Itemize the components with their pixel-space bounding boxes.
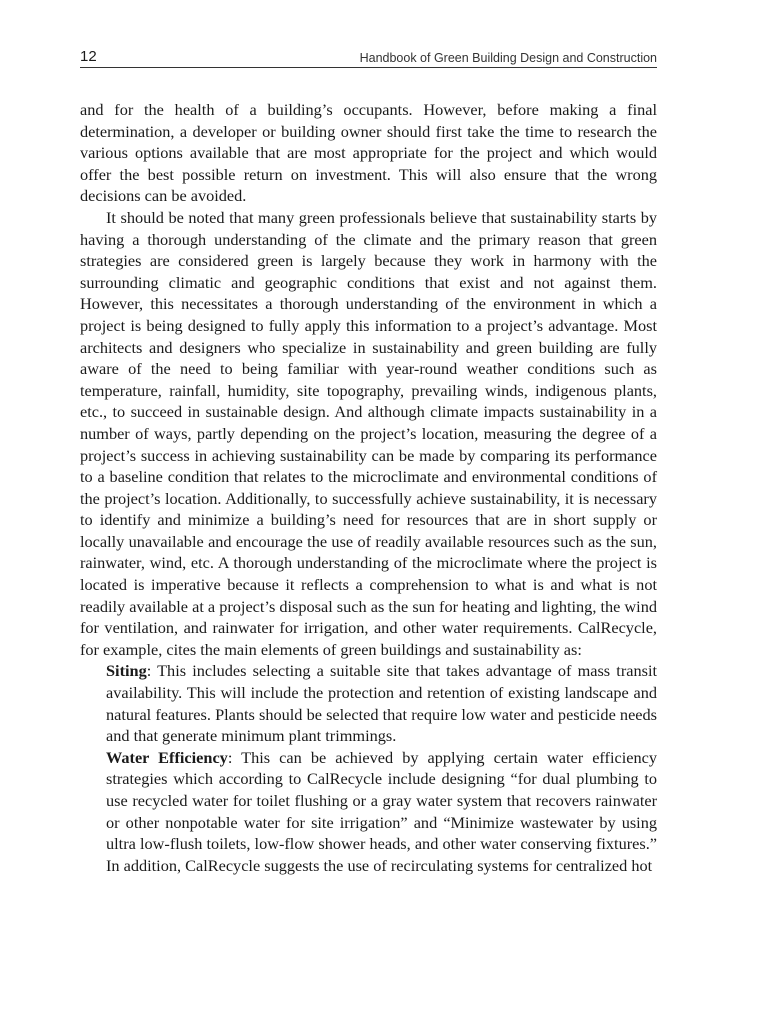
item-text: : This can be achieved by applying certain water efficiency strategies which according to CalRecycle include designing “for dual plumbing to use recycled water for toilet flushing or a gray water system that recovers rainwater or other nonpotable water for site irrigation” and “Minimize wastewater by using ultra low-flush toilets, low-flow shower heads, and other water conserving fixtures.” In addition, CalRecycle suggests the use of recirculating systems for centralized hot [106,747,657,875]
page [80,46,657,876]
running-header [80,46,657,68]
list-item-water-efficiency [80,747,657,877]
page-number: 12 [80,48,97,65]
item-text: : This includes selecting a suitable site that takes advantage of mass transit availability. This will include the protection and retention of existing landscape and natural features. Plants should be selected that require low water and pesticide needs and that generate minimum plant trimmings. [106,661,657,746]
paragraph: It should be noted that many green professionals believe that sustainability starts by having a thorough understanding of the climate and the primary reason that green strategies are considered green is largely because they work in harmony with the surrounding climatic and geographic conditions that exist and not against them. However, this necessitates a thorough understanding of the environment in which a project is being designed to fully apply this information to a project’s advantage. Most architects and designers who specialize in sustainability and green building are fully aware of the need to being familiar with year-round weather conditions such as temperature, rainfall, humidity, site topography, prevailing winds, indigenous plants, etc., to succeed in sustainable design. And although climate impacts sustainability in a number of ways, partly depending on the project’s location, measuring the degree of a project’s success in achieving sustainability can be made by comparing its performance to a baseline condition that relates to the microclimate and environmental conditions of the project’s location. Additionally, to successfully achieve sustainability, it is necessary to identify and minimize a building’s need for resources that are in short supply or locally unavailable and encourage the use of readily available resources such as the sun, rainwater, wind, etc. A thorough understanding of the microclimate where the project is located is imperative because it reflects a comprehension to what is and what is not readily available at a project’s disposal such as the sun for heating and lighting, the wind for ventilation, and rainwater for irrigation, and other water requirements. CalRecycle, for example, cites the main elements of green buildings and sustainability as: [80,207,657,659]
term-water-efficiency: Water Efficiency [106,747,228,767]
running-title: Handbook of Green Building Design and Construction [359,51,657,65]
list-item-siting [80,660,657,746]
term-siting: Siting [106,661,147,681]
paragraph: and for the health of a building’s occupants. However, before making a final determination, a developer or building owner should first take the time to research the various options available that are most appropriate for the project and which would offer the best possible return on investment. This will also ensure that the wrong decisions can be avoided. [80,100,657,206]
body-text [80,99,657,876]
